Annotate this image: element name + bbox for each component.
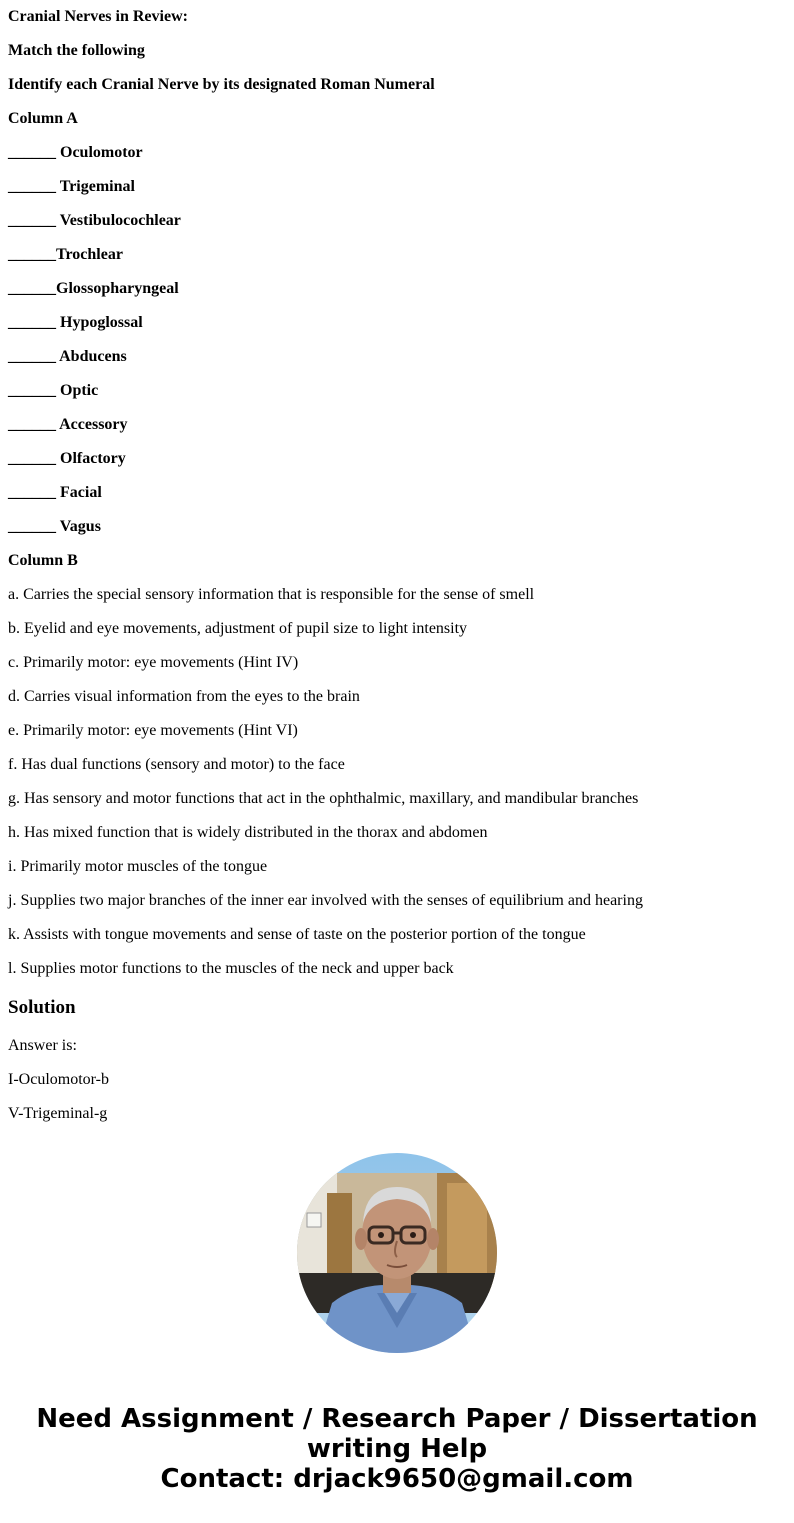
solution-intro: Answer is: [8, 1037, 77, 1054]
column-b-item: g. Has sensory and motor functions that act in the ophthalmic, maxillary, and mandibular branches [8, 790, 639, 807]
column-b-item: c. Primarily motor: eye movements (Hint IV) [8, 654, 299, 671]
column-a-item: ______ Trigeminal [8, 178, 135, 195]
column-b-item: i. Primarily motor muscles of the tongue [8, 858, 268, 875]
column-a-item: ______ Vestibulocochlear [8, 212, 181, 229]
avatar [297, 1153, 497, 1353]
column-a-item: ______ Facial [8, 484, 102, 501]
column-a-item: ______ Abducens [8, 348, 127, 365]
avatar-portrait [297, 1153, 497, 1353]
column-b-item: b. Eyelid and eye movements, adjustment of pupil size to light intensity [8, 620, 468, 637]
page-title: Cranial Nerves in Review: [8, 8, 188, 25]
column-b-item: k. Assists with tongue movements and sense of taste on the posterior portion of the tongue [8, 926, 586, 943]
column-b-item: a. Carries the special sensory information that is responsible for the sense of smell [8, 586, 535, 603]
column-a-item: ______ Oculomotor [8, 144, 143, 161]
column-a-heading: Column A [8, 110, 78, 127]
solution-answer: V-Trigeminal-g [8, 1105, 108, 1122]
column-b-item: l. Supplies motor functions to the muscles of the neck and upper back [8, 960, 454, 977]
column-a-item: ______ Accessory [8, 416, 128, 433]
solution-heading: Solution [8, 997, 76, 1018]
column-a-item: ______ Olfactory [8, 450, 126, 467]
footer-line-2: writing Help [306, 1434, 488, 1464]
instruction: Identify each Cranial Nerve by its designated Roman Numeral [8, 76, 435, 93]
footer-contact: Contact: drjack9650@gmail.com [160, 1464, 634, 1494]
column-a-item: ______Trochlear [8, 246, 123, 263]
column-a-item: ______Glossopharyngeal [8, 280, 179, 297]
column-b-item: h. Has mixed function that is widely distributed in the thorax and abdomen [8, 824, 488, 841]
subtitle: Match the following [8, 42, 145, 59]
column-b-heading: Column B [8, 552, 78, 569]
column-a-item: ______ Vagus [8, 518, 101, 535]
column-b-item: d. Carries visual information from the eyes to the brain [8, 688, 360, 705]
column-b-item: j. Supplies two major branches of the inner ear involved with the senses of equilibrium and hearing [8, 892, 643, 909]
column-a-item: ______ Optic [8, 382, 99, 399]
column-b-item: e. Primarily motor: eye movements (Hint VI) [8, 722, 298, 739]
column-b-item: f. Has dual functions (sensory and motor) to the face [8, 756, 345, 773]
solution-answer: I-Oculomotor-b [8, 1071, 109, 1088]
column-a-item: ______ Hypoglossal [8, 314, 143, 331]
footer-line-1: Need Assignment / Research Paper / Dissertation [36, 1404, 758, 1434]
